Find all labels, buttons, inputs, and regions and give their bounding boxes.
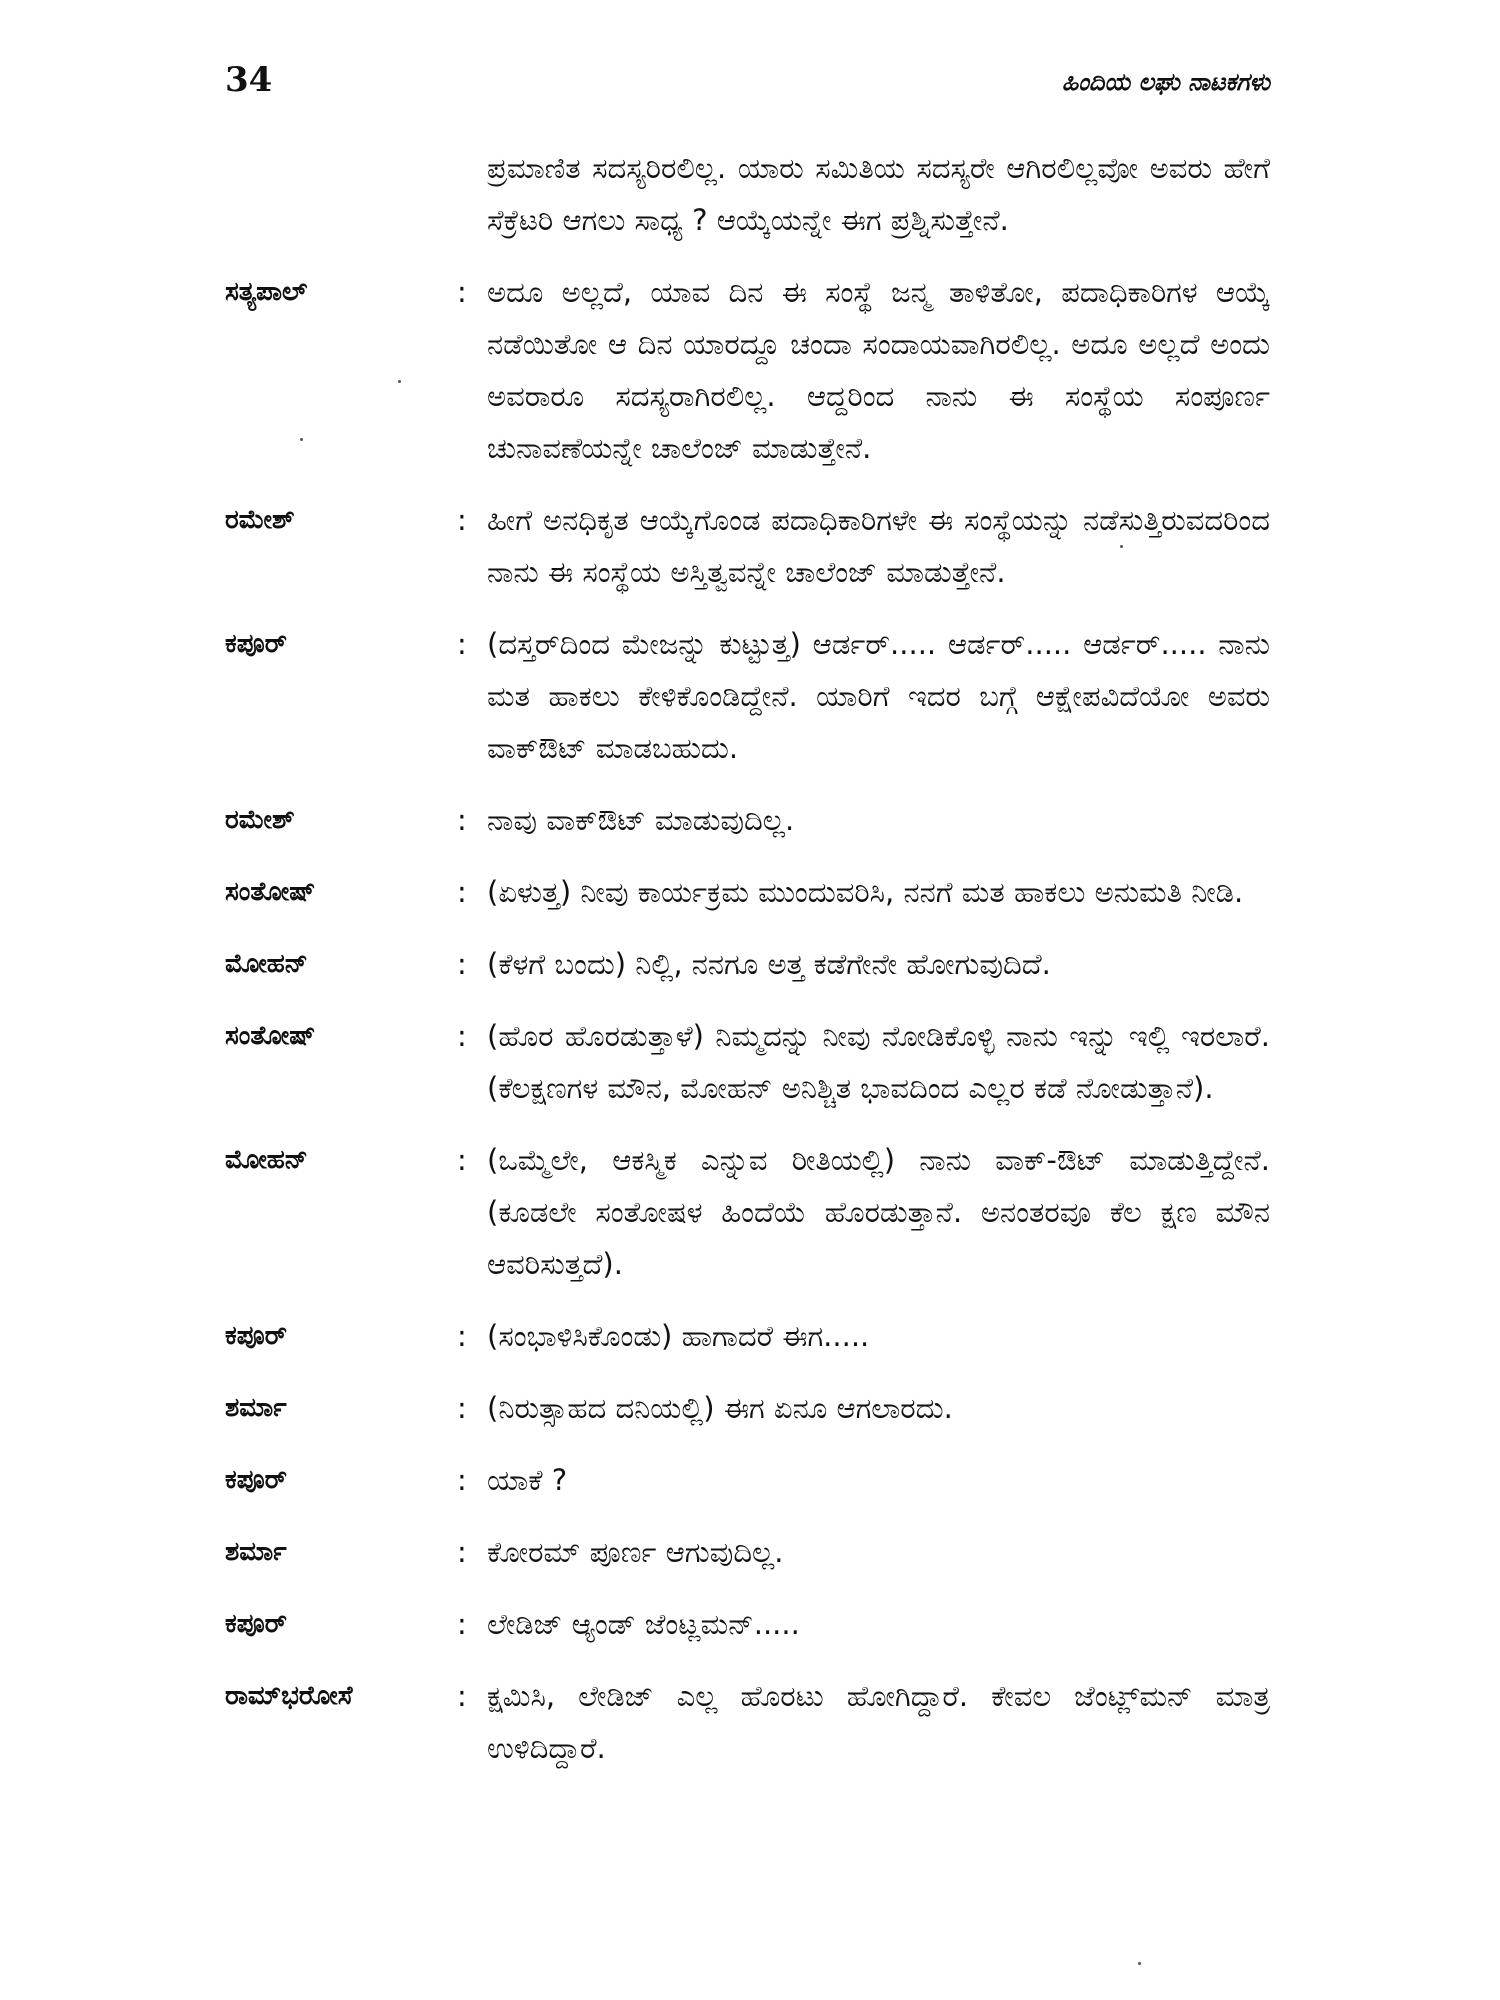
speaker-colon: :	[457, 875, 467, 909]
speaker-name: ಸಂತೋಷ್	[225, 1021, 316, 1051]
dialogue-entry	[225, 1010, 1270, 1114]
speaker-name: ಸಂತೋಷ್	[225, 877, 316, 907]
scan-speck	[398, 380, 401, 383]
speech-text: (ಏಳುತ್ತ) ನೀವು ಕಾರ್ಯಕ್ರಮ ಮುಂದುವರಿಸಿ, ನನಗೆ ಮತ ಹಾಕಲು ಅನುಮತಿ ನೀಡಿ.	[487, 875, 1244, 909]
speaker-name: ಶರ್ಮಾ	[225, 1537, 287, 1567]
speaker-colon: :	[457, 1319, 467, 1353]
dialogue-entry	[225, 1598, 1270, 1650]
speaker-colon: :	[457, 1463, 467, 1497]
page-number: 34	[225, 60, 273, 100]
dialogue-entry	[225, 1382, 1270, 1434]
speech-text: (ದಸ್ತರ್‌ದಿಂದ ಮೇಜನ್ನು ಕುಟ್ಟುತ್ತ) ಆರ್ಡರ್..... ಆರ್ಡರ್..... ಆರ್ಡರ್..... ನಾನು ಮತ ಹಾಕಲು ಕೇಳಿಕೊಂಡಿದ್ದೇನೆ. ಯಾರಿಗೆ ಇದರ ಬಗ್ಗೆ ಆಕ್ಷೇಪವಿದೆಯೋ ಅವರು ವಾಕ್‌ಔಟ್ ಮಾಡಬಹುದು.	[487, 627, 1270, 765]
speaker-name: ರಾಮ್‌ಭರೋಸೆ	[225, 1681, 353, 1711]
play-text	[225, 142, 1270, 1794]
speaker-name: ಕಪೂರ್	[225, 1465, 287, 1495]
speech-text: ಯಾಕೆ ?	[487, 1463, 568, 1497]
speaker-colon: :	[457, 947, 467, 981]
speech-text: ನಾವು ವಾಕ್‌ಔಟ್ ಮಾಡುವುದಿಲ್ಲ.	[487, 803, 795, 837]
speaker-colon: :	[457, 1679, 467, 1713]
speaker-name: ಮೋಹನ್	[225, 949, 308, 979]
speaker-name: ಶರ್ಮಾ	[225, 1393, 287, 1423]
dialogue-entry	[225, 938, 1270, 990]
speaker-name: ರಮೇಶ್	[225, 805, 295, 835]
speaker-name: ಕಪೂರ್	[225, 1321, 287, 1351]
speech-text: (ಹೊರ ಹೊರಡುತ್ತಾಳೆ) ನಿಮ್ಮದನ್ನು ನೀವು ನೋಡಿಕೊಳ್ಳಿ ನಾನು ಇನ್ನು ಇಲ್ಲಿ ಇರಲಾರೆ. (ಕೆಲಕ್ಷಣಗಳ ಮೌನ, ಮೋಹನ್ ಅನಿಶ್ಚಿತ ಭಾವದಿಂದ ಎಲ್ಲರ ಕಡೆ ನೋಡುತ್ತಾನೆ).	[487, 1019, 1270, 1105]
dialogue-entry	[225, 1310, 1270, 1362]
speaker-colon: :	[457, 1019, 467, 1053]
speech-text: ಹೀಗೆ ಅನಧಿಕೃತ ಆಯ್ಕೆಗೊಂಡ ಪದಾಧಿಕಾರಿಗಳೇ ಈ ಸಂಸ್ಥೆಯನ್ನು ನಡೆಸುತ್ತಿರುವದರಿಂದ ನಾನು ಈ ಸಂಸ್ಥೆಯ ಅಸ್ತಿತ್ವವನ್ನೇ ಚಾಲೆಂಜ್ ಮಾಡುತ್ತೇನೆ.	[487, 503, 1270, 589]
running-head: ಹಿಂದಿಯ ಲಘು ನಾಟಕಗಳು	[1061, 68, 1270, 96]
speech-text: ಲೇಡಿಜ್ ಆ್ಯಂಡ್ ಜೆಂಟ್ಲಮನ್.....	[487, 1607, 800, 1641]
scan-speck	[300, 438, 303, 441]
speech-text: (ಒಮ್ಮೆಲೇ, ಆಕಸ್ಮಿಕ ಎನ್ನುವ ರೀತಿಯಲ್ಲಿ) ನಾನು ವಾಕ್-ಔಟ್ ಮಾಡುತ್ತಿದ್ದೇನೆ. (ಕೂಡಲೇ ಸಂತೋಷಳ ಹಿಂದೆಯೆ ಹೊರಡುತ್ತಾನೆ. ಅನಂತರವೂ ಕೆಲ ಕ್ಷಣ ಮೌನ ಆವರಿಸುತ್ತದೆ).	[487, 1143, 1270, 1281]
dialogue-entry	[225, 1134, 1270, 1290]
dialogue-entry	[225, 266, 1270, 474]
speech-text: (ನಿರುತ್ಸಾಹದ ದನಿಯಲ್ಲಿ) ಈಗ ಏನೂ ಆಗಲಾರದು.	[487, 1391, 953, 1425]
speaker-colon: :	[457, 1391, 467, 1425]
speaker-colon: :	[457, 275, 467, 309]
dialogue-entry	[225, 866, 1270, 918]
scan-speck	[1120, 545, 1123, 548]
page-header	[225, 58, 1270, 108]
dialogue-entry	[225, 1526, 1270, 1578]
dialogue-entry	[225, 1454, 1270, 1506]
scan-speck	[1138, 1962, 1141, 1965]
speech-text: ಕ್ಷಮಿಸಿ, ಲೇಡಿಜ್ ಎಲ್ಲ ಹೊರಟು ಹೋಗಿದ್ದಾರೆ. ಕೇವಲ ಜೆಂಟ್ಲ್‌ಮನ್ ಮಾತ್ರ ಉಳಿದಿದ್ದಾರೆ.	[487, 1679, 1270, 1765]
dialogue-entry	[225, 494, 1270, 598]
speaker-name: ಕಪೂರ್	[225, 1609, 287, 1639]
speaker-colon: :	[457, 803, 467, 837]
speaker-colon: :	[457, 1535, 467, 1569]
continuation-paragraph: ಪ್ರಮಾಣಿತ ಸದಸ್ಯರಿರಲಿಲ್ಲ. ಯಾರು ಸಮಿತಿಯ ಸದಸ್ಯರೇ ಆಗಿರಲಿಲ್ಲವೋ ಅವರು ಹೇಗೆ ಸೆಕ್ರೆಟರಿ ಆಗಲು ಸಾಧ್ಯ ? ಆಯ್ಕೆಯನ್ನೇ ಈಗ ಪ್ರಶ್ನಿಸುತ್ತೇನೆ.	[487, 151, 1270, 237]
speaker-colon: :	[457, 1607, 467, 1641]
speaker-colon: :	[457, 627, 467, 661]
speech-text: (ಸಂಭಾಳಿಸಿಕೊಂಡು) ಹಾಗಾದರೆ ಈಗ.....	[487, 1319, 870, 1353]
speech-text: ಕೋರಮ್ ಪೂರ್ಣ ಆಗುವುದಿಲ್ಲ.	[487, 1535, 784, 1569]
dialogue-entry	[225, 794, 1270, 846]
speaker-name: ಮೋಹನ್	[225, 1145, 308, 1175]
speaker-colon: :	[457, 503, 467, 537]
speaker-name: ರಮೇಶ್	[225, 505, 295, 535]
speech-text: (ಕೆಳಗೆ ಬಂದು) ನಿಲ್ಲಿ, ನನಗೂ ಅತ್ತ ಕಡೆಗೇನೇ ಹೋಗುವುದಿದೆ.	[487, 947, 1051, 981]
speaker-name: ಸತ್ಯಪಾಲ್	[225, 277, 308, 307]
speaker-name: ಕಪೂರ್	[225, 629, 287, 659]
speaker-colon: :	[457, 1143, 467, 1177]
dialogue-entry	[225, 1670, 1270, 1774]
speech-text: ಅದೂ ಅಲ್ಲದೆ, ಯಾವ ದಿನ ಈ ಸಂಸ್ಥೆ ಜನ್ಮ ತಾಳಿತೋ, ಪದಾಧಿಕಾರಿಗಳ ಆಯ್ಕೆ ನಡೆಯಿತೋ ಆ ದಿನ ಯಾರದ್ದೂ ಚಂದಾ ಸಂದಾಯವಾಗಿರಲಿಲ್ಲ. ಅದೂ ಅಲ್ಲದೆ ಅಂದು ಅವರಾರೂ ಸದಸ್ಯರಾಗಿರಲಿಲ್ಲ. ಆದ್ದರಿಂದ ನಾನು ಈ ಸಂಸ್ಥೆಯ ಸಂಪೂರ್ಣ ಚುನಾವಣೆಯನ್ನೇ ಚಾಲೆಂಜ್ ಮಾಡುತ್ತೇನೆ.	[487, 275, 1270, 465]
dialogue-entry	[225, 618, 1270, 774]
